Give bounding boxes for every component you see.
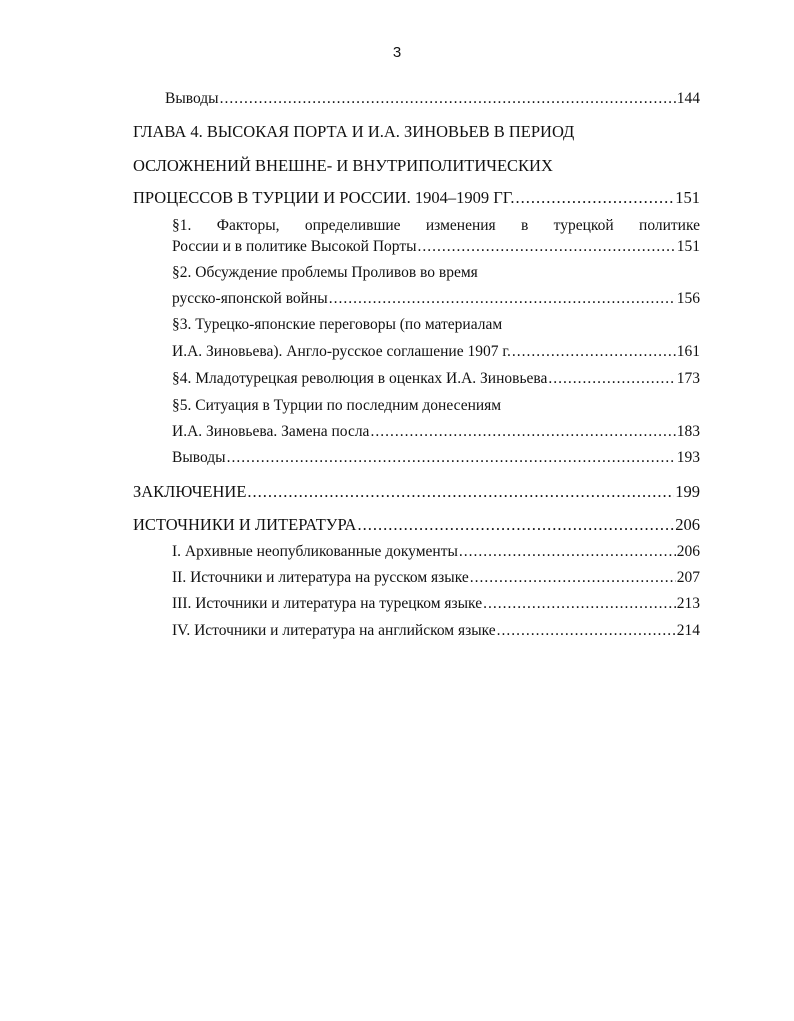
toc-entry-title: Выводы <box>172 449 226 466</box>
toc-entry-title: ГЛАВА 4. ВЫСОКАЯ ПОРТА И И.А. ЗИНОВЬЕВ В ПЕРИОД <box>133 122 575 141</box>
toc-entry <box>172 238 700 256</box>
toc-section-title <box>172 397 501 415</box>
toc-entry-title: IV. Источники и литература на английском языке <box>172 622 496 639</box>
toc-entry-title: III. Источники и литература на турецком языке <box>172 595 483 612</box>
toc-entry-page: 206 <box>675 515 700 534</box>
toc-leader-dots <box>516 188 675 208</box>
toc-entry-title: §1. Факторы, определившие изменения в турецкой политике <box>172 217 700 234</box>
toc-entry <box>172 569 700 587</box>
toc-entry-page: 173 <box>676 370 700 387</box>
toc-entry-title: I. Архивные неопубликованные документы <box>172 543 458 560</box>
toc-leader-dots <box>370 423 675 441</box>
toc-entry-page: 207 <box>676 569 700 586</box>
toc-leader-dots <box>497 622 676 640</box>
toc-leader-dots <box>459 543 676 561</box>
toc-section-title <box>172 217 700 235</box>
toc-entry-title: §2. Обсуждение проблемы Проливов во время <box>172 264 478 281</box>
toc-entry <box>133 188 700 208</box>
toc-entry-page: 151 <box>675 188 700 207</box>
toc-entry-title: §5. Ситуация в Турции по последним донесениям <box>172 397 502 414</box>
toc-leader-dots <box>512 343 676 361</box>
toc-entry-page: 214 <box>676 622 700 639</box>
toc-entry-title: §3. Турецко-японские переговоры (по материалам <box>172 316 503 333</box>
toc-leader-dots <box>220 90 676 108</box>
toc-entry-page: 206 <box>676 543 700 560</box>
toc-entry-title: ПРОЦЕССОВ В ТУРЦИИ И РОССИИ. 1904–1909 ГГ. <box>133 188 515 207</box>
toc-entry-page: 156 <box>676 290 700 307</box>
toc-entry-page: 161 <box>676 343 700 360</box>
toc-leader-dots <box>329 290 676 308</box>
toc-leader-dots <box>227 449 676 467</box>
toc-chapter-title <box>133 156 553 176</box>
toc-leader-dots <box>418 238 676 256</box>
toc-entry <box>172 370 700 388</box>
toc-leader-dots <box>483 595 676 613</box>
toc-entry <box>133 515 700 535</box>
toc-entry <box>172 543 700 561</box>
toc-entry <box>172 622 700 640</box>
toc-entry-title: И.А. Зиновьева). Англо-русское соглашение 1907 г. <box>172 343 511 360</box>
toc-entry-page: 213 <box>676 595 700 612</box>
toc-entry-title: И.А. Зиновьева. Замена посла <box>172 423 370 440</box>
toc-entry <box>172 423 700 441</box>
toc-entry-title: Выводы <box>165 90 219 107</box>
toc-entry <box>172 290 700 308</box>
toc-entry-page: 199 <box>675 482 700 501</box>
toc-leader-dots <box>247 482 674 502</box>
toc-section-title <box>172 316 502 334</box>
page-number: 3 <box>392 44 402 61</box>
toc-entry-title: ОСЛОЖНЕНИЙ ВНЕШНЕ- И ВНУТРИПОЛИТИЧЕСКИХ <box>133 156 553 175</box>
toc-entry <box>172 595 700 613</box>
toc-entry-page: 144 <box>676 90 700 107</box>
toc-entry-title: II. Источники и литература на русском языке <box>172 569 469 586</box>
toc-entry-page: 183 <box>676 423 700 440</box>
toc-entry <box>165 90 700 108</box>
toc-section-title <box>172 264 478 282</box>
toc-leader-dots <box>357 515 674 535</box>
toc-entry <box>172 449 700 467</box>
toc-entry-title: России и в политике Высокой Порты <box>172 238 417 255</box>
toc-entry-title: ИСТОЧНИКИ И ЛИТЕРАТУРА <box>133 515 357 534</box>
toc-entry-page: 193 <box>676 449 700 466</box>
toc-entry-page: 151 <box>676 238 700 255</box>
toc-chapter-title <box>133 122 574 142</box>
toc-entry-title: русско-японской войны <box>172 290 328 307</box>
toc-entry <box>133 482 700 502</box>
toc-leader-dots <box>470 569 676 587</box>
toc-entry-title: ЗАКЛЮЧЕНИЕ <box>133 482 247 501</box>
toc-entry-title: §4. Младотурецкая революция в оценках И.А. Зиновьева <box>172 370 548 387</box>
toc-leader-dots <box>548 370 675 388</box>
toc-entry <box>172 343 700 361</box>
